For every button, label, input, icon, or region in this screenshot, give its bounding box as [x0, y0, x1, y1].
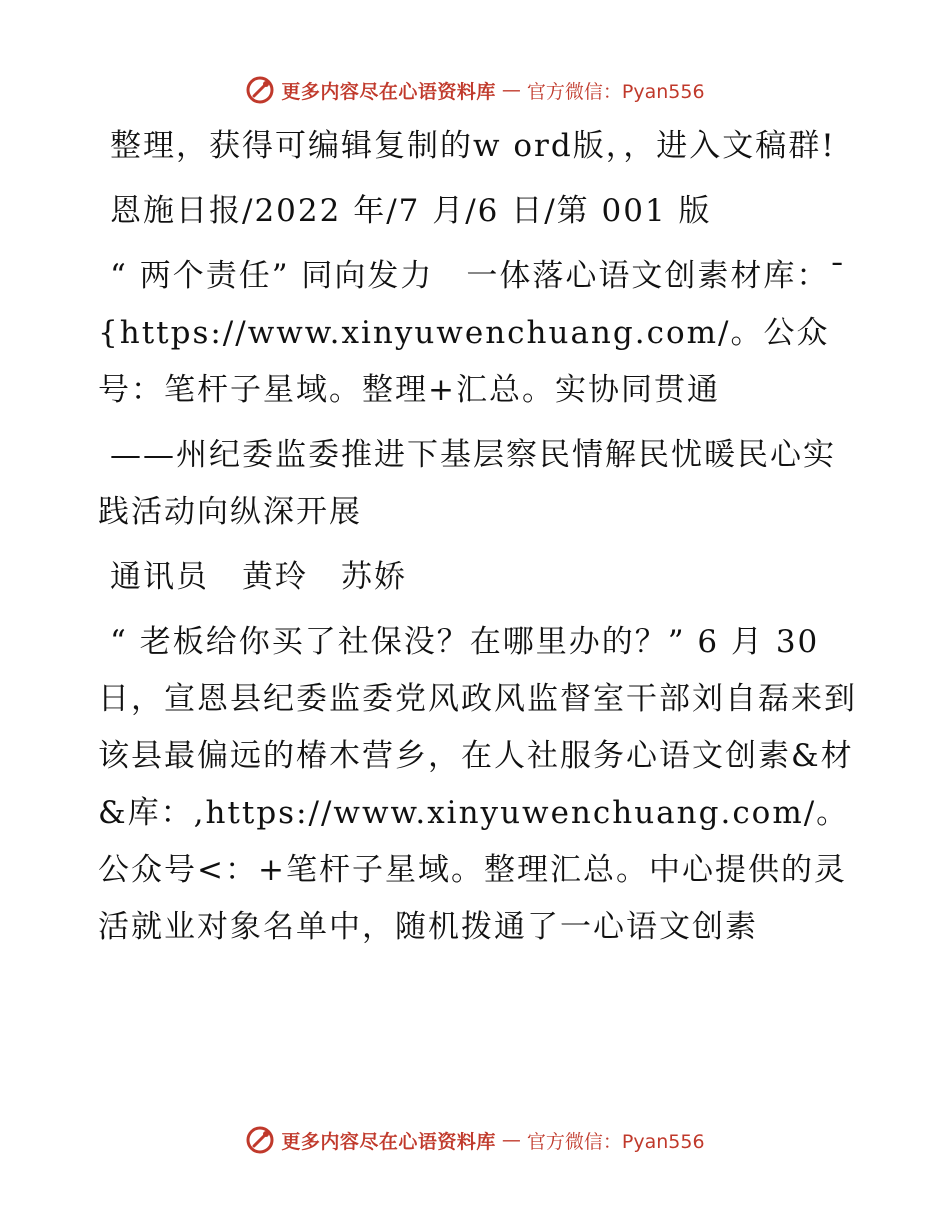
footer-contact: 官方微信：Pyan556 [526, 1130, 705, 1153]
footer-brand-text: 更多内容尽在心语资料库 [281, 1130, 496, 1153]
document-body [98, 118, 858, 964]
brand-logo-icon [245, 1125, 275, 1155]
header-brand-bar [0, 70, 950, 110]
paragraph-subheadline: ——州纪委监委推进下基层察民情解民忧暖民心实践活动向纵深开展 [98, 437, 836, 530]
footer-brand-bar [0, 1120, 950, 1160]
header-brand-text: 更多内容尽在心语资料库 [281, 80, 496, 103]
paragraph-headline: “ 两个责任” 同向发力 一体落心语文创素材库：¯{https://www.xinyuwenchuang.com/。公众号：笔杆子星域。整理+汇总。实协同贯通 [98, 258, 847, 408]
header-contact: 官方微信：Pyan556 [526, 80, 705, 103]
paragraph-source: 恩施日报/2022 年/7 月/6 日/第 001 版 [110, 193, 712, 229]
header-brand-separator: — [501, 79, 521, 101]
footer-brand-separator: — [501, 1129, 521, 1151]
paragraph-body: “ 老板给你买了社保没？在哪里办的？” 6 月 30 日，宣恩县纪委监委党风政风监督室干部刘自磊来到该县最偏远的椿木营乡，在人社服务心语文创素&材&库：,https://www.xinyuwenchuang.com/。公众号<：+笔杆子星域。整理汇总。中心提供的灵活就业对象名单中，随机拨通了一心语文创素 [98, 624, 857, 945]
brand-logo-icon [245, 75, 275, 105]
paragraph-byline: 通讯员 黄玲 苏娇 [110, 559, 407, 595]
paragraph-intro: 整理，获得可编辑复制的w ord版，，进入文稿群! [110, 128, 836, 164]
